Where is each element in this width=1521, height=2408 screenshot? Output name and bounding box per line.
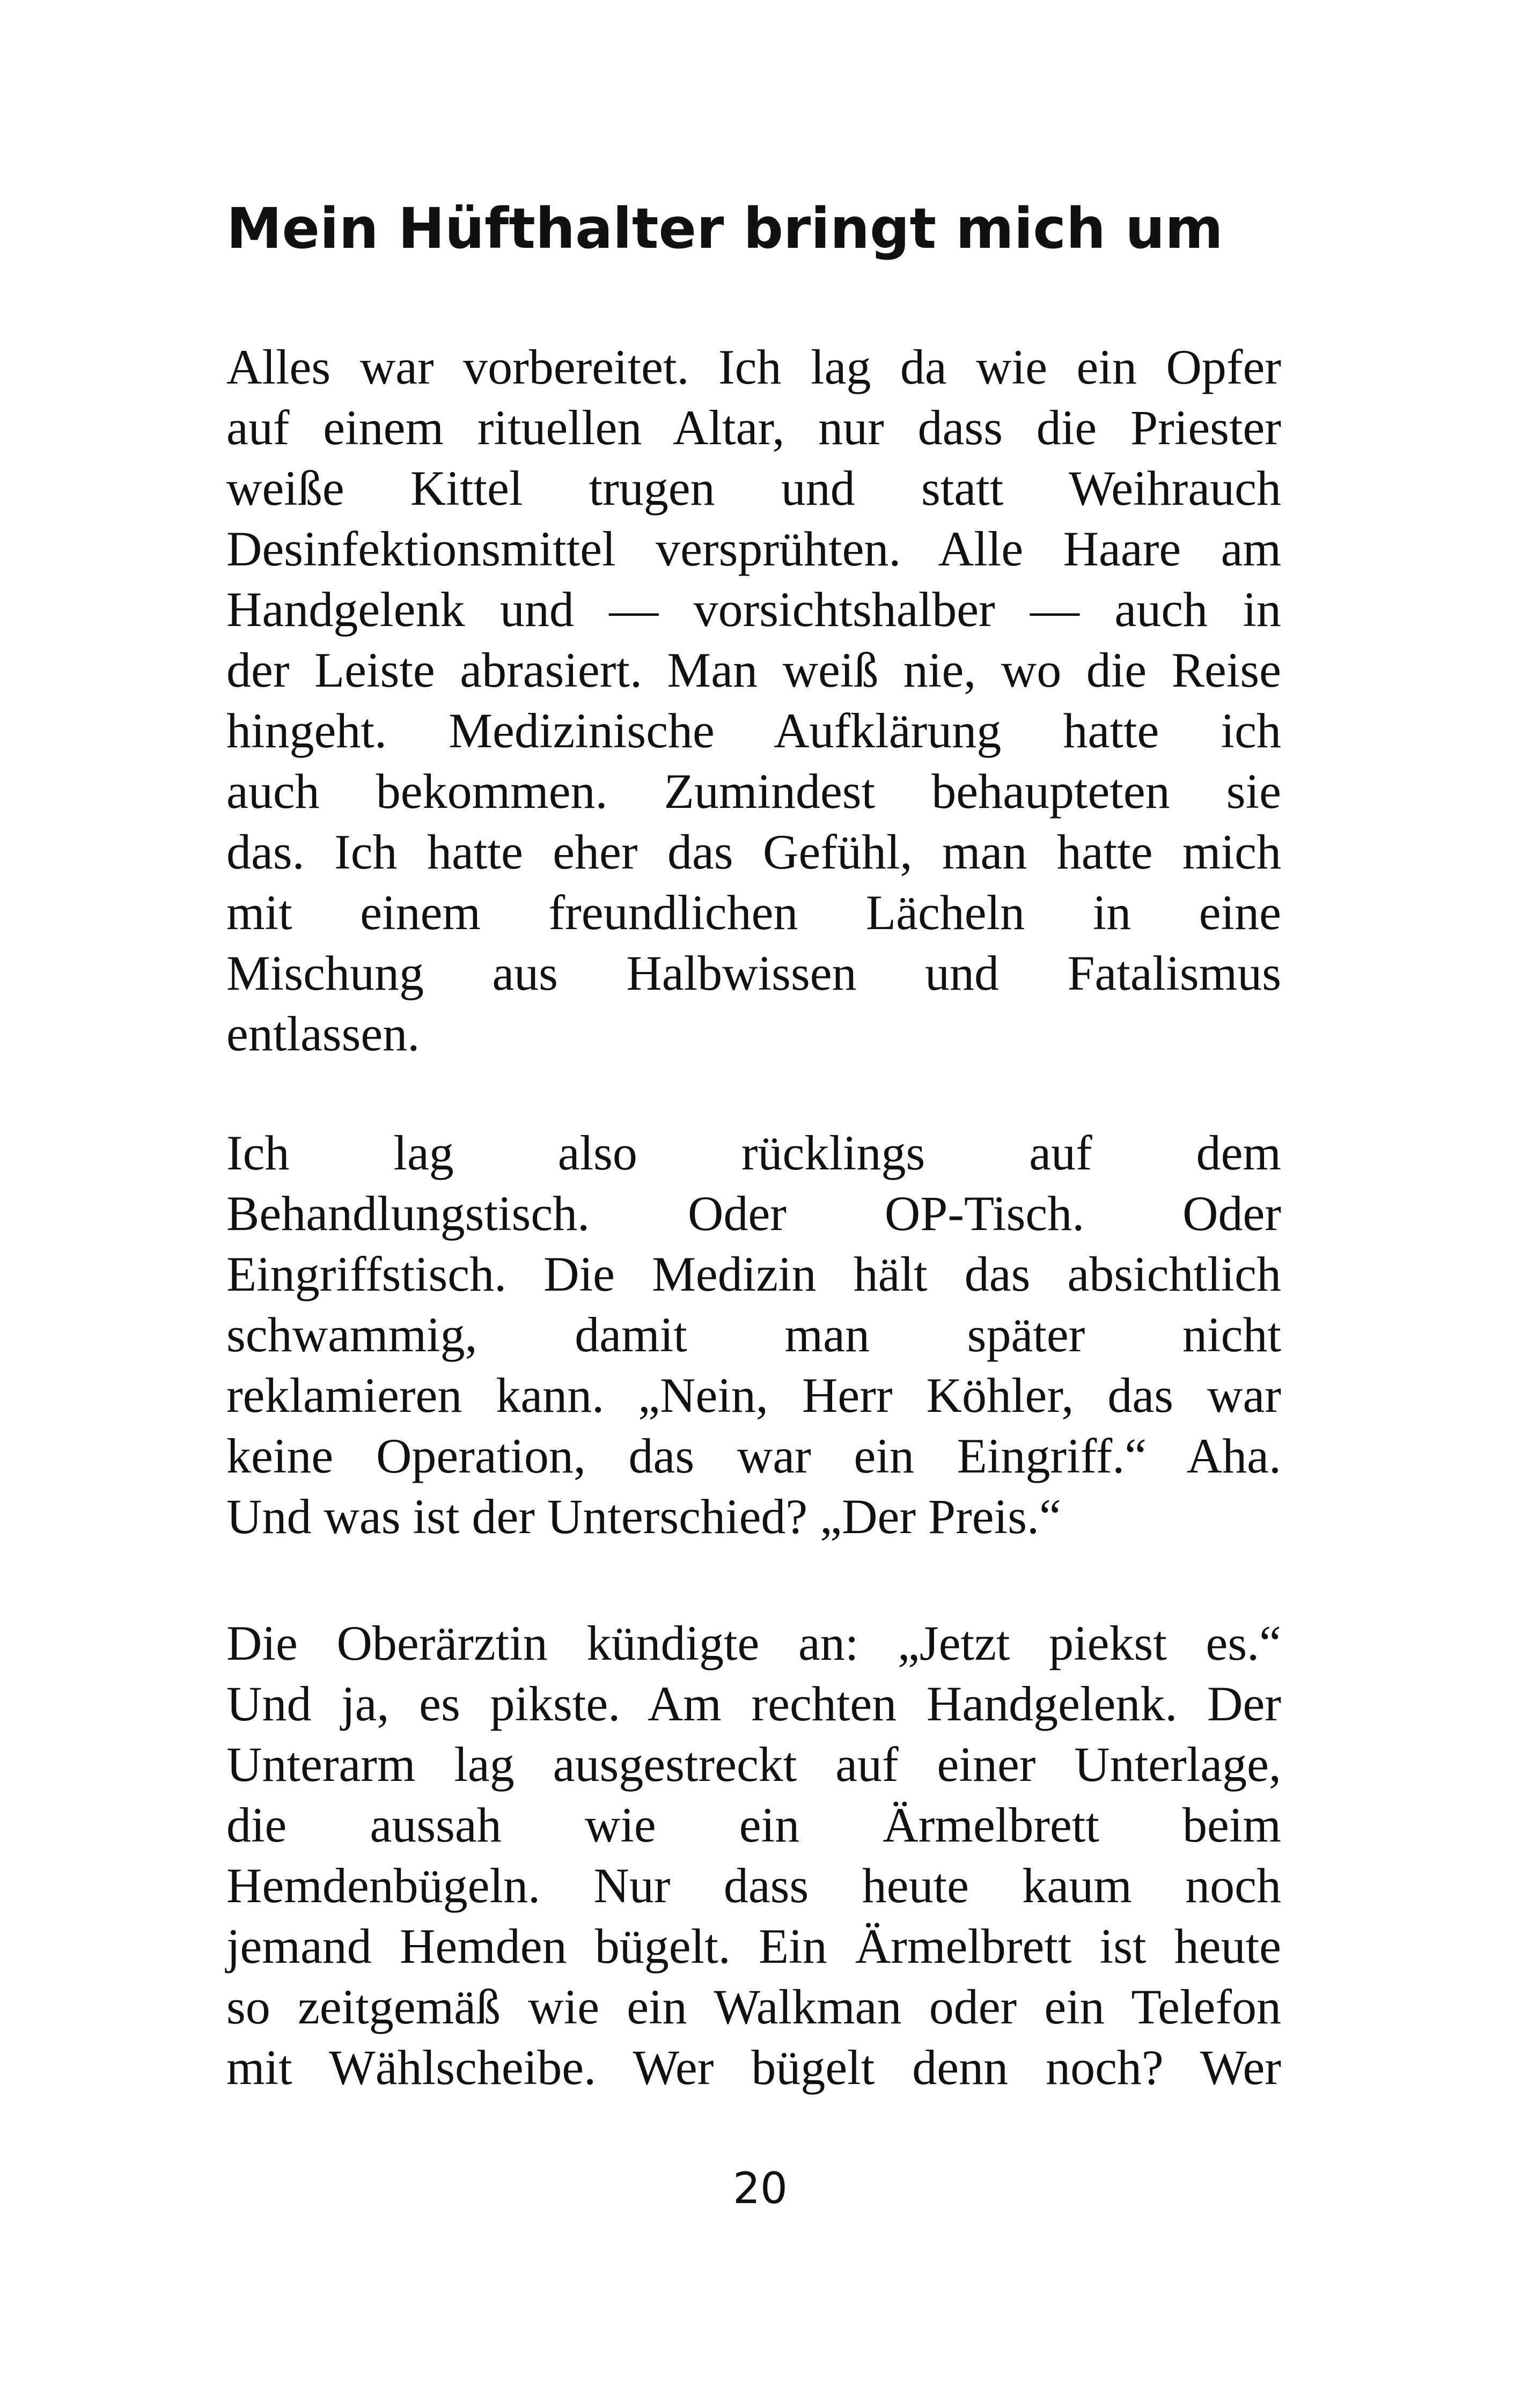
text-line: mit einem freundlichen Lächeln in eine [226, 885, 1281, 940]
paragraph-2 [226, 1123, 1281, 1547]
text-line: keine Operation, das war ein Eingriff.“ Aha. [226, 1428, 1281, 1483]
text-line: Eingriffstisch. Die Medizin hält das absichtlich [226, 1247, 1281, 1301]
text-line: Desinfektionsmittel versprühten. Alle Haare am [226, 521, 1281, 576]
text-line: Behandlungstisch. Oder OP-Tisch. Oder [226, 1186, 1281, 1241]
text-line: der Leiste abrasiert. Man weiß nie, wo die Reise [226, 643, 1281, 697]
text-line: hingeht. Medizinische Aufklärung hatte ich [226, 703, 1281, 758]
text-line: schwammig, damit man später nicht [226, 1307, 1281, 1362]
text-line: Handgelenk und — vorsichtshalber — auch in [226, 582, 1281, 637]
paragraph-3 [226, 1613, 1281, 2098]
text-line: auf einem rituellen Altar, nur dass die Priester [226, 400, 1281, 455]
page-number: 20 [733, 2163, 788, 2213]
text-line: Mischung aus Halbwissen und Fatalismus [226, 946, 1281, 1000]
paragraph-1 [226, 337, 1281, 1064]
text-line: Ich lag also rücklings auf dem [226, 1125, 1281, 1180]
text-line: entlassen. [226, 1006, 420, 1061]
text-line: Die Oberärztin kündigte an: „Jetzt piekst es.“ [226, 1616, 1281, 1670]
text-line: Alles war vorbereitet. Ich lag da wie ein Opfer [226, 340, 1281, 394]
text-line: die aussah wie ein Ärmelbrett beim [226, 1798, 1281, 1852]
text-line: jemand Hemden bügelt. Ein Ärmelbrett ist heute [226, 1919, 1281, 1973]
text-line: so zeitgemäß wie ein Walkman oder ein Telefon [226, 1979, 1281, 2034]
text-line: Und was ist der Unterschied? „Der Preis.“ [226, 1489, 1061, 1544]
text-line: Und ja, es pikste. Am rechten Handgelenk. Der [226, 1676, 1281, 1731]
chapter-title: Mein Hüfthalter bringt mich um [226, 196, 1223, 261]
text-line: Hemdenbügeln. Nur dass heute kaum noch [226, 1858, 1281, 1913]
text-line: reklamieren kann. „Nein, Herr Köhler, das war [226, 1368, 1281, 1423]
text-line: weiße Kittel trugen und statt Weihrauch [226, 461, 1281, 516]
text-line: das. Ich hatte eher das Gefühl, man hatte mich [226, 824, 1281, 879]
text-line: Unterarm lag ausgestreckt auf einer Unterlage, [226, 1737, 1281, 1792]
text-line: auch bekommen. Zumindest behaupteten sie [226, 764, 1281, 819]
text-line: mit Wählscheibe. Wer bügelt denn noch? Wer [226, 2040, 1281, 2095]
